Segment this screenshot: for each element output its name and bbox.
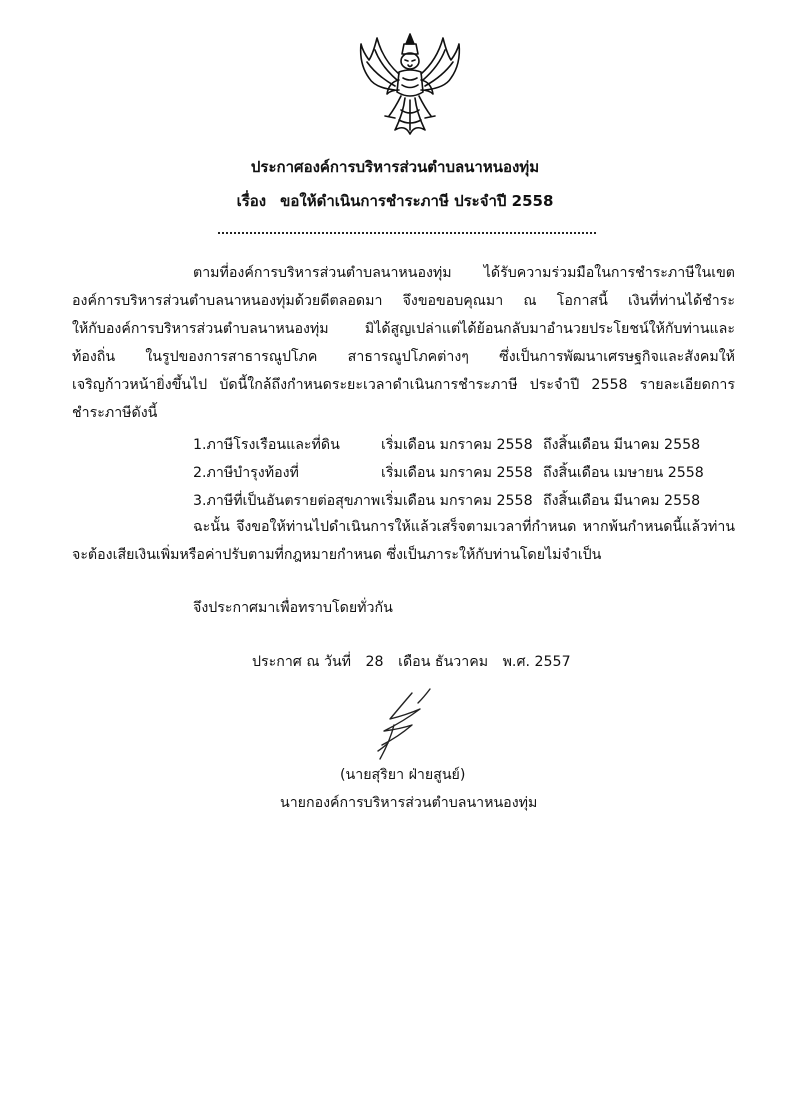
subject-text: ขอให้ดำเนินการชำระภาษี ประจำปี 2558 (280, 192, 554, 210)
tax-start: เริ่มเดือน มกราคม 2558 (381, 465, 533, 481)
paragraph-line: ท้องถิ่น ในรูปของการสาธารณูปโภค สาธารณูปโภคต่างๆ ซึ่งเป็นการพัฒนาเศรษฐกิจและสังคมให้ (72, 349, 735, 365)
date-day: 28 (365, 654, 384, 670)
tax-end: ถึงสิ้นเดือน เมษายน 2558 (543, 465, 704, 481)
garuda-emblem-icon (355, 30, 465, 140)
date-month: ธันวาคม (434, 654, 489, 670)
tax-name: 3.ภาษีที่เป็นอันตรายต่อสุขภาพ (193, 493, 381, 509)
paragraph-line: องค์การบริหารส่วนตำบลนาหนองทุ่มด้วยดีตลอดมา จึงขอขอบคุณมา ณ โอกาสนี้ เงินที่ท่านได้ชำระ (72, 293, 735, 309)
signer-name: (นายสุริยา ฝ่ายสูนย์) (340, 767, 466, 783)
dotted-divider (218, 232, 596, 234)
date-year: 2557 (534, 654, 571, 670)
paragraph-line: ตามที่องค์การบริหารส่วนตำบลนาหนองทุ่ม ได้รับความร่วมมือในการชำระภาษีในเขต (193, 265, 735, 281)
announcement-date (252, 652, 571, 672)
announcement-subject (0, 189, 795, 213)
paragraph-line: เจริญก้าวหน้ายิ่งขึ้นไป บัดนี้ใกล้ถึงกำหนดระยะเวลาดำเนินการชำระภาษี ประจำปี 2558 รายละเอียดการ (72, 377, 735, 393)
paragraph-line: ชำระภาษีดังนี้ (72, 405, 158, 421)
tax-name: 1.ภาษีโรงเรือนและที่ดิน (193, 437, 340, 453)
closing-text: จึงประกาศมาเพื่อทราบโดยทั่วกัน (193, 600, 393, 616)
date-year-label: พ.ศ. (502, 654, 530, 670)
tax-start: เริ่มเดือน มกราคม 2558 (381, 437, 533, 453)
signer-position: นายกองค์การบริหารส่วนตำบลนาหนองทุ่ม (280, 795, 538, 811)
tax-end: ถึงสิ้นเดือน มีนาคม 2558 (543, 493, 701, 509)
paragraph-line: ฉะนั้น จึงขอให้ท่านไปดำเนินการให้แล้วเสร็จตามเวลาที่กำหนด หากพ้นกำหนดนี้แล้วท่าน (193, 519, 735, 535)
subject-label: เรื่อง (236, 192, 267, 210)
date-month-label: เดือน (398, 654, 431, 670)
tax-end: ถึงสิ้นเดือน มีนาคม 2558 (543, 437, 701, 453)
paragraph-line: ให้กับองค์การบริหารส่วนตำบลนาหนองทุ่ม มิได้สูญเปล่าแต่ได้ย้อนกลับมาอำนวยประโยชน์ให้กับท่านและ (72, 321, 735, 337)
handwritten-signature (360, 685, 450, 765)
tax-start: เริ่มเดือน มกราคม 2558 (381, 493, 533, 509)
tax-name: 2.ภาษีบำรุงท้องที่ (193, 465, 299, 481)
paragraph-line: จะต้องเสียเงินเพิ่มหรือค่าปรับตามที่กฎหมายกำหนด ซึ่งเป็นภาระให้กับท่านโดยไม่จำเป็น (72, 547, 602, 563)
date-prefix: ประกาศ ณ วันที่ (252, 654, 352, 670)
announcement-title: ประกาศองค์การบริหารส่วนตำบลนาหนองทุ่ม (250, 158, 540, 176)
